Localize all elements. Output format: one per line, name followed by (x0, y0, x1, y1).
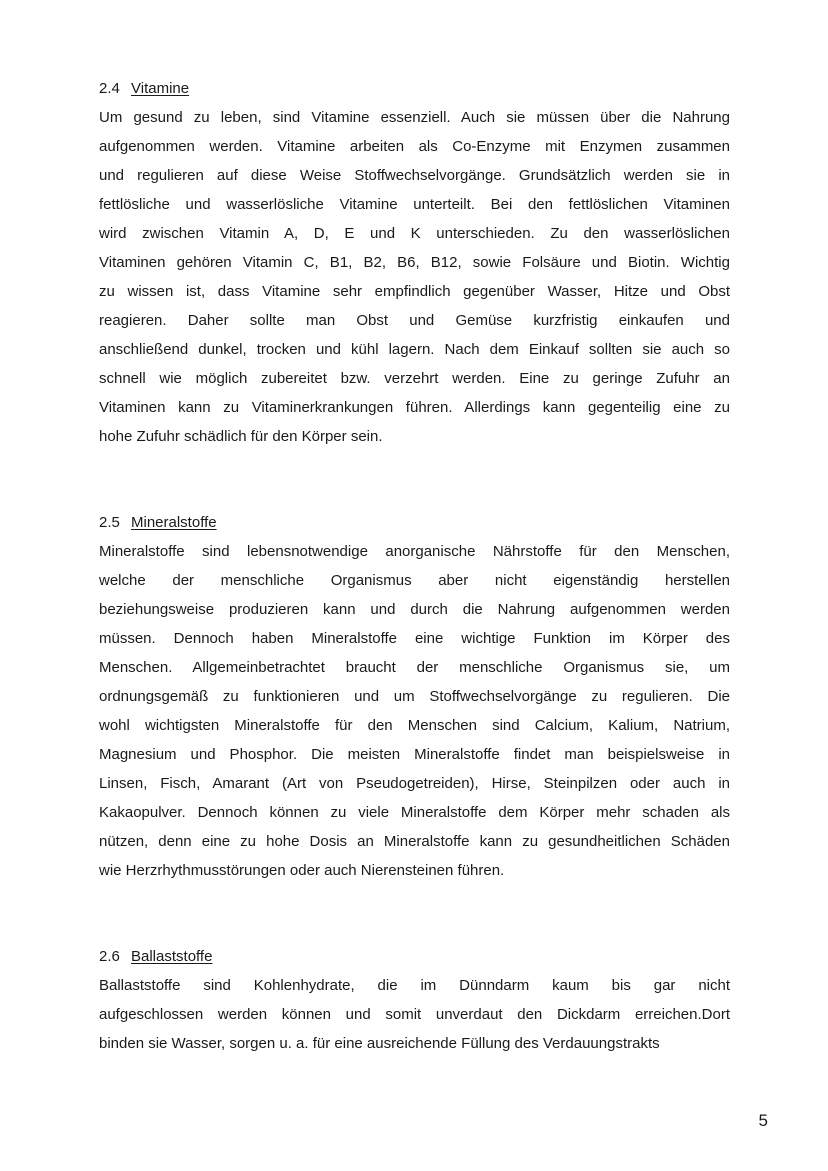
text-line: anschließend dunkel, trocken und kühl lagern. Nach dem Einkauf sollten sie auch so (99, 341, 730, 358)
text-line: aufgeschlossen werden können und somit unverdaut den Dickdarm erreichen.Dort (99, 1006, 730, 1023)
text-line: binden sie Wasser, sorgen u. a. für eine ausreichende Füllung des Verdauungstrakts (99, 1035, 660, 1052)
text-line: Vitaminen kann zu Vitaminerkrankungen führen. Allerdings kann gegenteilig eine zu (99, 399, 730, 416)
text-line: Kakaopulver. Dennoch können zu viele Mineralstoffe dem Körper mehr schaden als (99, 804, 730, 821)
text-line: wohl wichtigsten Mineralstoffe für den Menschen sind Calcium, Kalium, Natrium, (99, 717, 730, 734)
section-mineralstoffe (99, 508, 730, 885)
section-number: 2.4 (99, 80, 120, 97)
text-line: wie Herzrhythmusstörungen oder auch Nierensteinen führen. (99, 862, 505, 879)
section-title: Mineralstoffe (131, 514, 217, 531)
section-body (99, 971, 730, 1058)
text-line: reagieren. Daher sollte man Obst und Gemüse kurzfristig einkaufen und (99, 312, 730, 329)
text-line: schnell wie möglich zubereitet bzw. verzehrt werden. Eine zu geringe Zufuhr an (99, 370, 730, 387)
text-line: Menschen. Allgemeinbetrachtet braucht der menschliche Organismus sie, um (99, 659, 730, 676)
text-line: fettlösliche und wasserlösliche Vitamine unterteilt. Bei den fettlöslichen Vitaminen (99, 196, 730, 213)
text-line: Magnesium und Phosphor. Die meisten Mineralstoffe findet man beispielsweise in (99, 746, 730, 763)
text-line: Ballaststoffe sind Kohlenhydrate, die im Dünndarm kaum bis gar nicht (99, 977, 730, 994)
section-title: Vitamine (131, 80, 190, 97)
text-line: aufgenommen werden. Vitamine arbeiten als Co-Enzyme mit Enzymen zusammen (99, 138, 730, 155)
text-line: zu wissen ist, dass Vitamine sehr empfindlich gegenüber Wasser, Hitze und Obst (99, 283, 730, 300)
text-line: Vitaminen gehören Vitamin C, B1, B2, B6, B12, sowie Folsäure und Biotin. Wichtig (99, 254, 730, 271)
section-vitamine (99, 74, 730, 451)
text-line: Mineralstoffe sind lebensnotwendige anorganische Nährstoffe für den Menschen, (99, 543, 730, 560)
section-ballaststoffe (99, 942, 730, 1058)
text-line: wird zwischen Vitamin A, D, E und K unterschieden. Zu den wasserlöslichen (99, 225, 730, 242)
text-line: nützen, denn eine zu hohe Dosis an Mineralstoffe kann zu gesundheitlichen Schäden (99, 833, 730, 850)
text-line: müssen. Dennoch haben Mineralstoffe eine wichtige Funktion im Körper des (99, 630, 730, 647)
section-heading (99, 942, 730, 971)
section-title: Ballaststoffe (131, 948, 213, 965)
text-line: welche der menschliche Organismus aber nicht eigenständig herstellen (99, 572, 730, 589)
text-line: hohe Zufuhr schädlich für den Körper sein. (99, 428, 383, 445)
section-body (99, 103, 730, 451)
section-number: 2.5 (99, 514, 120, 531)
text-line: Um gesund zu leben, sind Vitamine essenziell. Auch sie müssen über die Nahrung (99, 109, 730, 126)
page-number: 5 (758, 1111, 768, 1130)
text-line: Linsen, Fisch, Amarant (Art von Pseudogetreiden), Hirse, Steinpilzen oder auch in (99, 775, 730, 792)
section-heading (99, 508, 730, 537)
text-line: beziehungsweise produzieren kann und durch die Nahrung aufgenommen werden (99, 601, 730, 618)
text-line: ordnungsgemäß zu funktionieren und um Stoffwechselvorgänge zu regulieren. Die (99, 688, 730, 705)
section-heading (99, 74, 730, 103)
text-line: und regulieren auf diese Weise Stoffwechselvorgänge. Grundsätzlich werden sie in (99, 167, 730, 184)
section-number: 2.6 (99, 948, 120, 965)
section-body (99, 537, 730, 885)
